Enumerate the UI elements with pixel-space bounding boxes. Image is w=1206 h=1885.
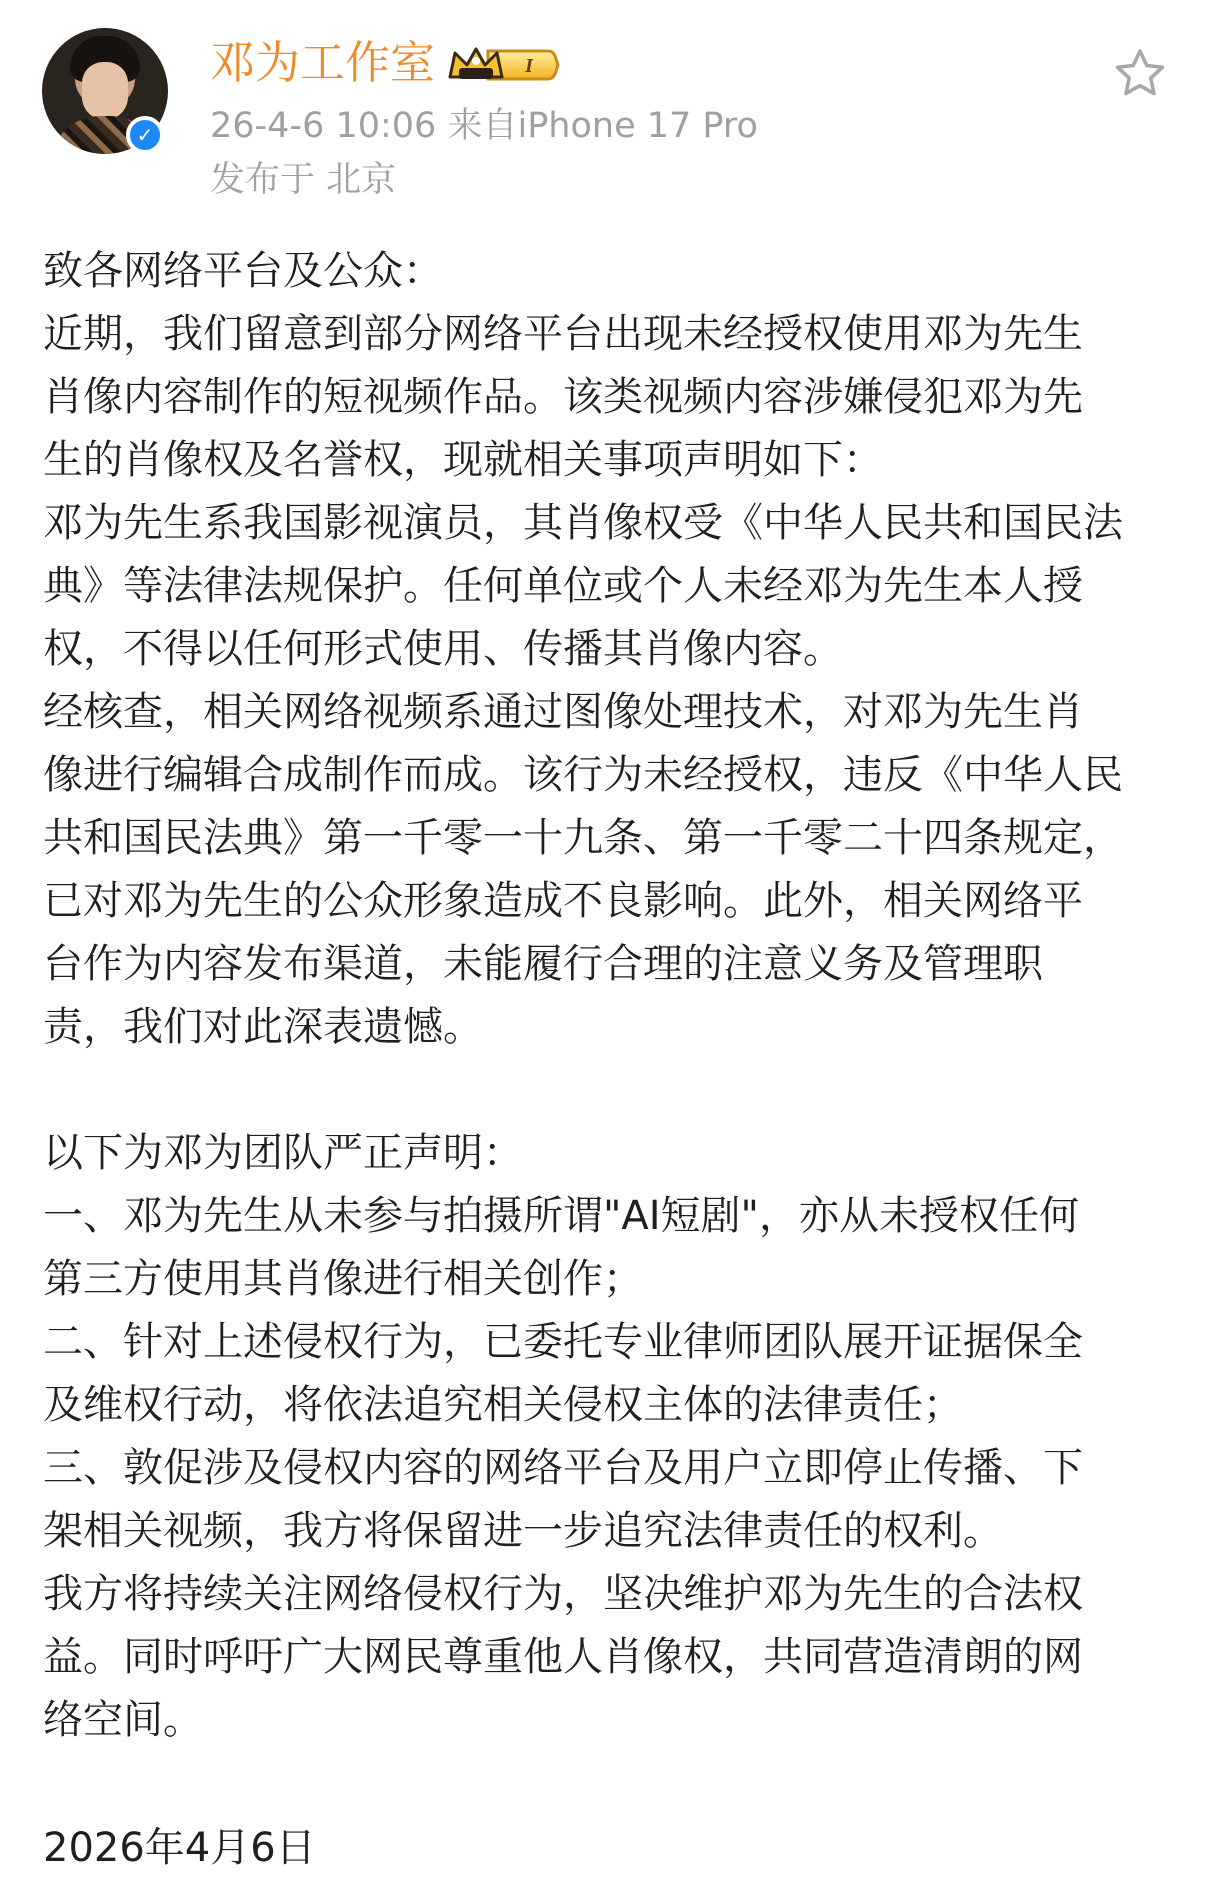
post-timestamp: 26-4-6 10:06	[210, 106, 437, 146]
post-line: 第三方使用其肖像进行相关创作；	[43, 1256, 643, 1302]
post-line-blank	[43, 1059, 1173, 1122]
post-line: 责，我们对此深表遗憾。	[43, 1004, 483, 1050]
vip-level-text: I	[525, 55, 533, 77]
post-line: 二、针对上述侵权行为，已委托专业律师团队展开证据保全	[43, 1319, 1083, 1365]
post-line: 像进行编辑合成制作而成。该行为未经授权，违反《中华人民	[43, 752, 1123, 798]
post-line: 三、敦促涉及侵权内容的网络平台及用户立即停止传播、下	[43, 1445, 1083, 1491]
post-header	[0, 0, 1206, 210]
post-date: 2026年4月6日	[43, 1825, 316, 1871]
post-line: 已对邓为先生的公众形象造成不良影响。此外，相关网络平	[43, 878, 1083, 924]
post-line: 生的肖像权及名誉权，现就相关事项声明如下：	[43, 437, 883, 483]
post-line: 肖像内容制作的短视频作品。该类视频内容涉嫌侵犯邓为先	[43, 374, 1083, 420]
post-meta	[210, 103, 758, 149]
account-name[interactable]: 邓为工作室	[210, 36, 436, 89]
post-content	[43, 240, 1173, 1752]
star-outline-icon[interactable]	[1112, 46, 1168, 102]
post-location: 发布于 北京	[210, 160, 397, 200]
verified-check-icon: ✓	[126, 116, 164, 154]
post-line: 络空间。	[43, 1697, 203, 1743]
post-line: 台作为内容发布渠道，未能履行合理的注意义务及管理职	[43, 941, 1043, 987]
post-line: 以下为邓为团队严正声明：	[43, 1130, 523, 1176]
crown-vip-icon[interactable]	[446, 43, 562, 87]
post-line: 经核查，相关网络视频系通过图像处理技术，对邓为先生肖	[43, 689, 1083, 735]
post-line: 致各网络平台及公众：	[43, 248, 443, 294]
post-line: 我方将持续关注网络侵权行为，坚决维护邓为先生的合法权	[43, 1571, 1083, 1617]
post-line: 及维权行动，将依法追究相关侵权主体的法律责任；	[43, 1382, 963, 1428]
post-line: 邓为先生系我国影视演员，其肖像权受《中华人民共和国民法	[43, 500, 1123, 546]
post-line: 益。同时呼吁广大网民尊重他人肖像权，共同营造清朗的网	[43, 1634, 1083, 1680]
post-line: 一、邓为先生从未参与拍摄所谓"AI短剧"，亦从未授权任何	[43, 1193, 1079, 1239]
post-line: 近期，我们留意到部分网络平台出现未经授权使用邓为先生	[43, 311, 1083, 357]
post-line: 权，不得以任何形式使用、传播其肖像内容。	[43, 626, 843, 672]
post-line: 架相关视频，我方将保留进一步追究法律责任的权利。	[43, 1508, 1003, 1554]
avatar-face	[82, 62, 128, 120]
post-source: 来自iPhone 17 Pro	[447, 106, 758, 146]
post-line: 共和国民法典》第一千零一十九条、第一千零二十四条规定，	[43, 815, 1123, 861]
post-line: 典》等法律法规保护。任何单位或个人未经邓为先生本人授	[43, 563, 1083, 609]
